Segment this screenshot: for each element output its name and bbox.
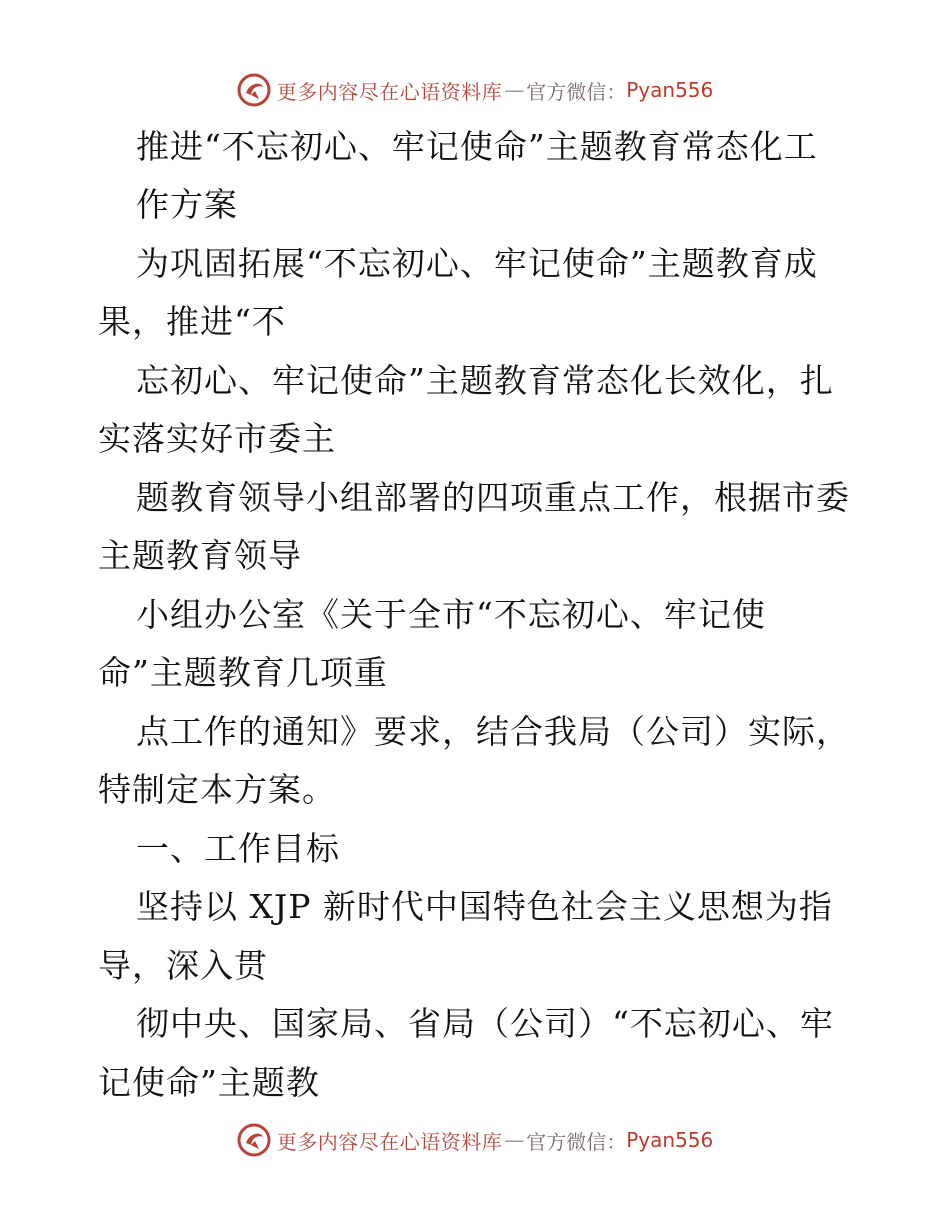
doc-line: 作方案 <box>136 185 238 224</box>
doc-line: 主题教育领导 <box>98 536 302 575</box>
watermark-wechat-id: Pyan556 <box>626 1128 714 1152</box>
watermark-wechat-label: 官方微信： <box>526 79 627 104</box>
doc-line: 实落实好市委主 <box>98 419 336 458</box>
watermark-wechat-id: Pyan556 <box>626 78 714 102</box>
doc-line: 坚持以 XJP 新时代中国特色社会主义思想为指 <box>136 887 833 926</box>
doc-line: 导，深入贯 <box>98 946 268 985</box>
doc-line: 忘初心、牢记使命”主题教育常态化长效化，扎 <box>136 361 834 400</box>
doc-line: 彻中央、国家局、省局（公司）“不忘初心、牢 <box>136 1004 834 1043</box>
watermark-wechat-label: 官方微信： <box>526 1129 627 1154</box>
doc-line: 推进“不忘初心、牢记使命”主题教育常态化工 <box>136 127 818 166</box>
watermark-site-text: 更多内容尽在心语资料库 <box>276 1129 503 1154</box>
footer-watermark <box>0 1120 950 1160</box>
doc-line: 题教育领导小组部署的四项重点工作，根据市委 <box>136 478 850 517</box>
doc-line: 记使命”主题教 <box>98 1063 320 1102</box>
doc-line: 特制定本方案。 <box>98 770 336 809</box>
swirl-logo-icon <box>237 1123 271 1157</box>
watermark-site-text: 更多内容尽在心语资料库 <box>276 79 503 104</box>
doc-line: 小组办公室《关于全市“不忘初心、牢记使 <box>136 595 766 634</box>
watermark-dash: — <box>504 78 525 102</box>
doc-line: 命”主题教育几项重 <box>98 653 388 692</box>
watermark-dash: — <box>504 1128 525 1152</box>
doc-line: 一、工作目标 <box>136 829 340 868</box>
doc-line: 点工作的通知》要求，结合我局（公司）实际， <box>136 712 850 751</box>
doc-line: 为巩固拓展“不忘初心、牢记使命”主题教育成 <box>136 244 818 283</box>
doc-line: 果，推进“不 <box>98 302 286 341</box>
